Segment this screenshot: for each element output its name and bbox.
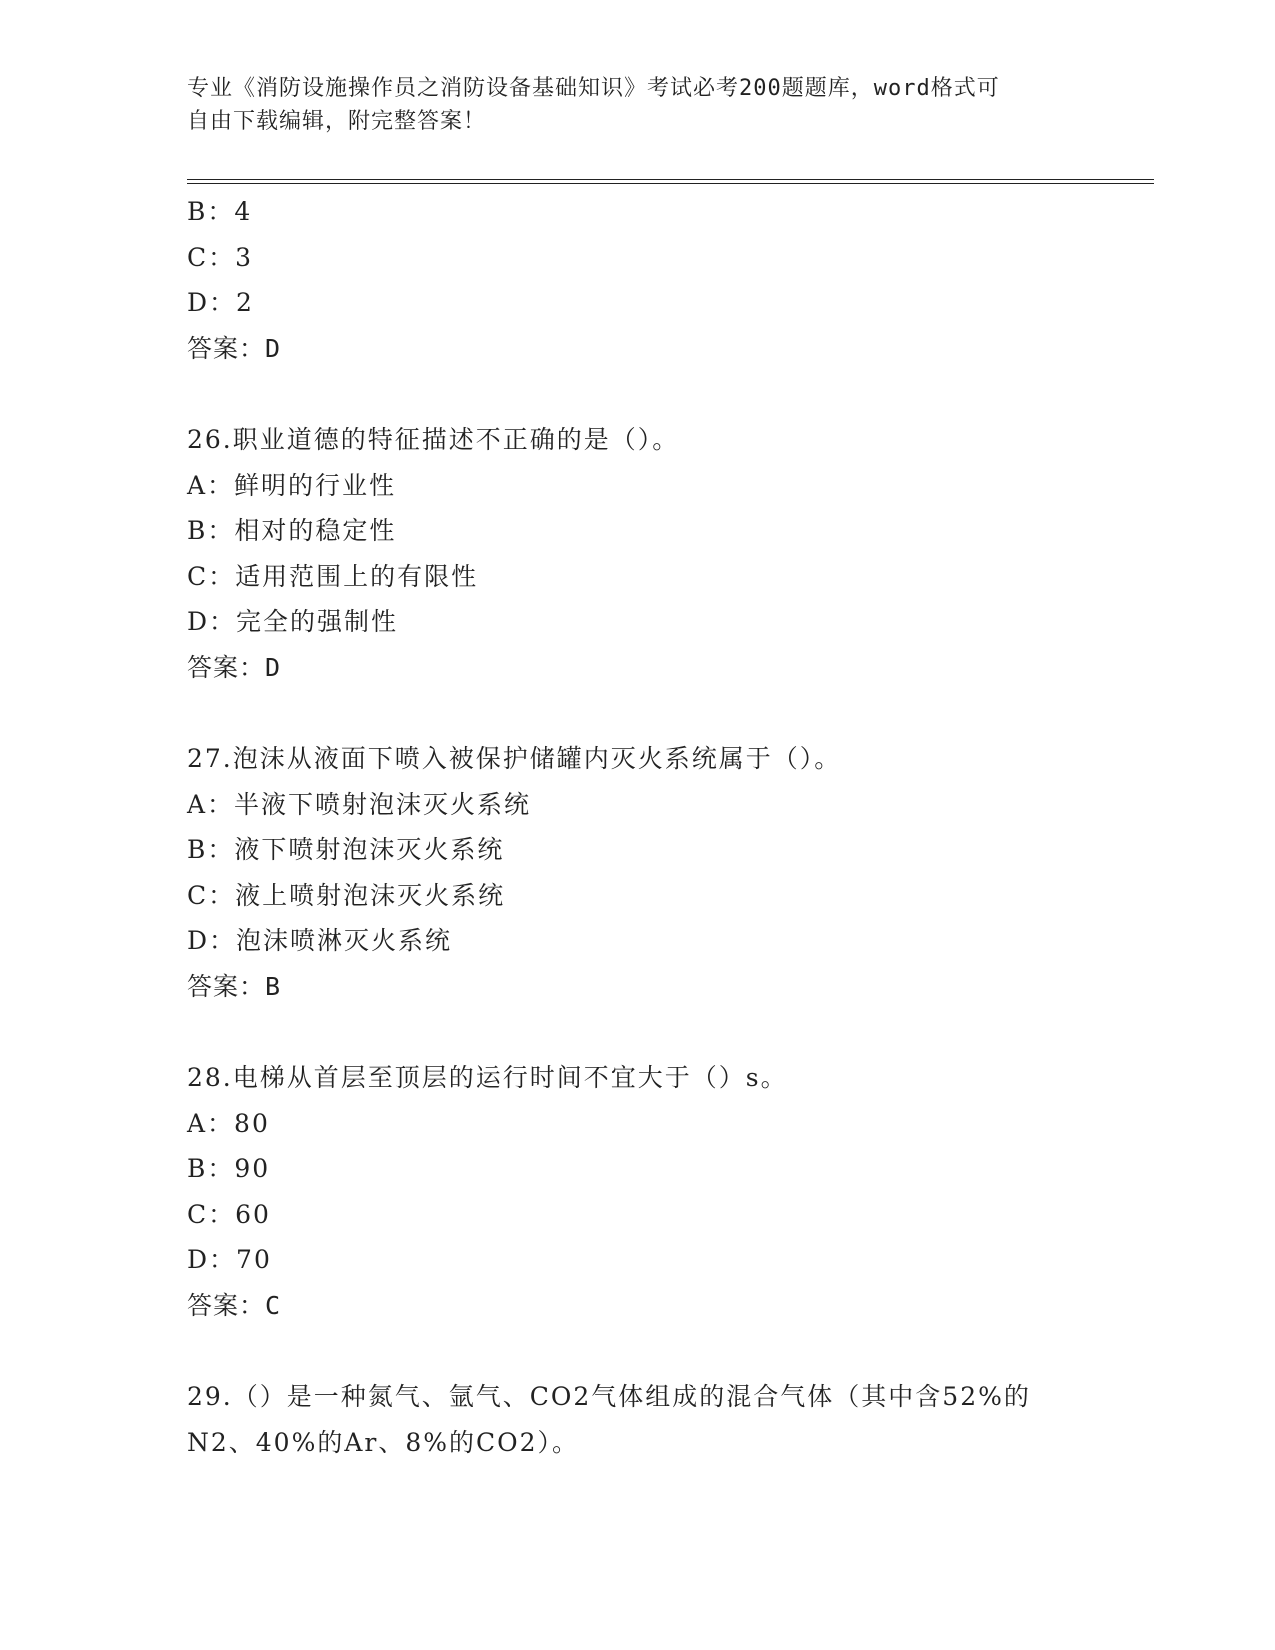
question-stem: 28.电梯从首层至顶层的运行时间不宜大于（）s。 (187, 1063, 788, 1092)
option-d: D：2 (187, 288, 254, 317)
document-header (187, 72, 1067, 138)
option-a: A：80 (187, 1108, 270, 1138)
option-d: D：70 (187, 1245, 272, 1274)
option-d: D：泡沫喷淋灭火系统 (187, 926, 453, 955)
option-c: C：液上喷射泡沫灭火系统 (187, 880, 506, 910)
answer-line: 答案：D (187, 652, 282, 682)
question-25-continued (187, 189, 1127, 371)
header-line-2: 自由下载编辑，附完整答案！ (187, 109, 487, 134)
question-26 (187, 417, 1127, 690)
question-stem: 26.职业道德的特征描述不正确的是（）。 (187, 425, 680, 454)
option-a: A：鲜明的行业性 (187, 470, 397, 500)
question-list (187, 189, 1127, 1465)
option-c: C：60 (187, 1199, 271, 1229)
header-divider-bottom (187, 183, 1154, 184)
header-divider-top (187, 179, 1154, 180)
question-stem: 27.泡沫从液面下喷入被保护储罐内灭火系统属于（）。 (187, 744, 842, 773)
option-c: C：适用范围上的有限性 (187, 561, 479, 591)
question-stem-line-1: 29.（）是一种氮气、氩气、CO2气体组成的混合气体（其中含52%的 (187, 1382, 1031, 1411)
header-line-1: 专业《消防设施操作员之消防设备基础知识》考试必考200题题库，word格式可 (187, 76, 1000, 101)
option-b: B：液下喷射泡沫灭火系统 (187, 835, 505, 864)
answer-line: 答案：B (187, 971, 282, 1001)
question-29 (187, 1374, 1127, 1465)
option-b: B：90 (187, 1154, 271, 1183)
question-27 (187, 736, 1127, 1009)
option-c: C：3 (187, 242, 254, 272)
answer-line: 答案：C (187, 1290, 282, 1320)
question-28 (187, 1055, 1127, 1328)
answer-line: 答案：D (187, 333, 282, 363)
option-d: D：完全的强制性 (187, 607, 399, 636)
option-b: B：4 (187, 197, 253, 226)
question-stem-line-2: N2、40%的Ar、8%的CO2）。 (187, 1427, 580, 1457)
option-a: A：半液下喷射泡沫灭火系统 (187, 789, 532, 819)
option-b: B：相对的稳定性 (187, 516, 397, 545)
